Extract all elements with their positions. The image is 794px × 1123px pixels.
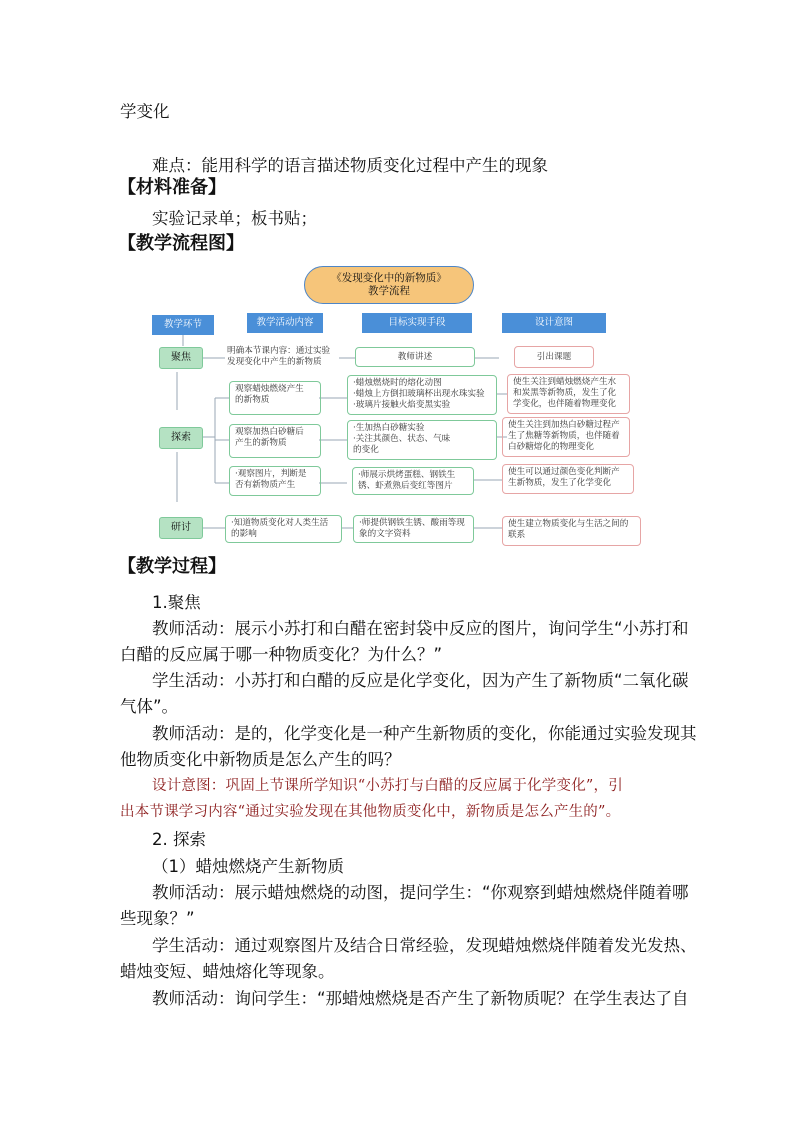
candle-means-line: ·蜡烛燃烧时的熔化动图 bbox=[353, 378, 442, 388]
focus-activity-line: 发现变化中产生的新物质 bbox=[227, 357, 322, 367]
sugar-means-line: ·生加热白砂糖实验 bbox=[353, 423, 425, 433]
research-means bbox=[353, 515, 474, 543]
candle-means-line: ·蜡烛上方倒扣玻璃杯出现水珠实验 bbox=[353, 389, 485, 399]
image-activity-line: 否有新物质产生 bbox=[235, 480, 296, 490]
candle-means bbox=[347, 375, 497, 415]
focus-means-line: 教师讲述 bbox=[397, 352, 433, 362]
focus-intent-line: 引出课题 bbox=[536, 352, 572, 362]
sugar-means bbox=[347, 420, 497, 460]
flow-title-line1: 《发现变化中的新物质》 bbox=[331, 272, 447, 284]
sugar-activity bbox=[229, 424, 321, 458]
candle-means-line: ·玻璃片接触火焰变黑实验 bbox=[353, 400, 451, 410]
teacher-activity-1b: 白醋的反应属于哪一种物质变化？为什么？” bbox=[120, 645, 443, 664]
image-intent-line: 生新物质，发生了化学变化 bbox=[508, 478, 612, 488]
candle-activity-line: 的新物质 bbox=[235, 395, 270, 405]
teaching-flowchart bbox=[147, 262, 645, 552]
sugar-means-line: 的变化 bbox=[353, 445, 379, 455]
image-means-line: 锈、虾煮熟后变红等图片 bbox=[358, 481, 453, 491]
materials-text: 实验记录单；板书贴； bbox=[152, 209, 317, 228]
flow-title-line2: 教学流程 bbox=[368, 285, 410, 297]
stage-explore: 探索 bbox=[159, 427, 203, 449]
sugar-activity-line: 产生的新物质 bbox=[235, 438, 287, 448]
intro-line: 学变化 bbox=[120, 102, 170, 121]
focus-intent bbox=[514, 346, 594, 368]
image-activity bbox=[229, 466, 321, 496]
candle-intent bbox=[507, 374, 630, 414]
teacher-activity-2a: 教师活动：是的，化学变化是一种产生新物质的变化，你能通过实验发现其 bbox=[152, 724, 697, 743]
image-intent bbox=[502, 464, 634, 494]
research-activity-line: ·知道物质变化对人类生活 bbox=[231, 518, 329, 528]
research-intent-line: 联系 bbox=[508, 530, 526, 540]
materials-heading: 【材料准备】 bbox=[118, 177, 226, 198]
research-means-line: 象的文字资料 bbox=[359, 529, 411, 539]
student-activity-1a: 学生活动：小苏打和白醋的反应是化学变化，因为产生了新物质“二氧化碳 bbox=[152, 671, 689, 690]
research-means-line: ·师提供钢铁生锈、酸雨等现 bbox=[359, 518, 465, 528]
stage-focus: 聚焦 bbox=[159, 347, 203, 369]
research-intent bbox=[502, 516, 641, 546]
subsection-candle-title: （1）蜡烛燃烧产生新物质 bbox=[152, 857, 344, 876]
image-activity-line: ·观察图片，判断是 bbox=[235, 469, 307, 479]
sugar-activity-line: 观察加热白砂糖后 bbox=[235, 427, 304, 437]
flow-title bbox=[304, 266, 474, 304]
teacher-activity-3b: 些现象？” bbox=[120, 909, 195, 928]
research-activity bbox=[225, 515, 342, 543]
image-means-line: ·师展示烘烤蛋糕、钢铁生 bbox=[358, 470, 456, 480]
focus-activity bbox=[227, 346, 342, 368]
sugar-intent bbox=[502, 417, 630, 457]
header-means: 目标实现手段 bbox=[362, 313, 472, 333]
candle-activity bbox=[229, 381, 321, 415]
sugar-means-line: ·关注其颜色、状态、气味 bbox=[353, 434, 451, 444]
candle-intent-line: 学变化，也伴随着物理变化 bbox=[513, 399, 617, 409]
header-activity: 教学活动内容 bbox=[247, 313, 323, 333]
sugar-intent-line: 白砂糖熔化的物理变化 bbox=[508, 442, 594, 452]
flow-heading: 【教学流程图】 bbox=[118, 233, 244, 254]
difficulty-text: 难点：能用科学的语言描述物质变化过程中产生的现象 bbox=[152, 156, 548, 175]
section-explore-title: 2. 探索 bbox=[152, 830, 206, 849]
student-activity-2b: 蜡烛变短、蜡烛熔化等现象。 bbox=[120, 962, 335, 981]
header-intent: 设计意图 bbox=[502, 313, 606, 333]
stage-research: 研讨 bbox=[159, 517, 203, 539]
teacher-activity-1a: 教师活动：展示小苏打和白醋在密封袋中反应的图片，询问学生“小苏打和 bbox=[152, 619, 689, 638]
image-intent-line: 使生可以通过颜色变化判断产 bbox=[508, 467, 620, 477]
process-heading: 【教学过程】 bbox=[118, 556, 226, 577]
teacher-activity-2b: 他物质变化中新物质是怎么产生的吗？ bbox=[120, 750, 401, 769]
header-stage: 教学环节 bbox=[152, 315, 214, 335]
section-focus-title: 1.聚焦 bbox=[152, 593, 201, 612]
student-activity-1b: 气体”。 bbox=[120, 697, 179, 716]
research-activity-line: 的影响 bbox=[231, 529, 257, 539]
sugar-intent-line: 使生关注到加热白砂糖过程产 bbox=[508, 420, 620, 430]
research-intent-line: 使生建立物质变化与生活之间的 bbox=[508, 519, 629, 529]
student-activity-2a: 学生活动：通过观察图片及结合日常经验，发现蜡烛燃烧伴随着发光发热、 bbox=[152, 936, 697, 955]
image-means bbox=[352, 467, 474, 495]
focus-means bbox=[355, 347, 475, 367]
design-intent-1a: 设计意图：巩固上节课所学知识“小苏打与白醋的反应属于化学变化”，引 bbox=[152, 778, 623, 794]
focus-activity-line: 明确本节课内容：通过实验 bbox=[227, 346, 331, 356]
teacher-activity-3a: 教师活动：展示蜡烛燃烧的动图，提问学生：“你观察到蜡烛燃烧伴随着哪 bbox=[152, 883, 689, 902]
sugar-intent-line: 生了焦糖等新物质，也伴随着 bbox=[508, 431, 620, 441]
candle-intent-line: 使生关注到蜡烛燃烧产生水 bbox=[513, 377, 617, 387]
teacher-activity-4a: 教师活动：询问学生：“那蜡烛燃烧是否产生了新物质呢？在学生表达了自 bbox=[152, 989, 689, 1008]
candle-activity-line: 观察蜡烛燃烧产生 bbox=[235, 384, 304, 394]
candle-intent-line: 和炭黑等新物质，发生了化 bbox=[513, 388, 617, 398]
design-intent-1b: 出本节课学习内容“通过实验发现在其他物质变化中，新物质是怎么产生的”。 bbox=[120, 804, 621, 820]
